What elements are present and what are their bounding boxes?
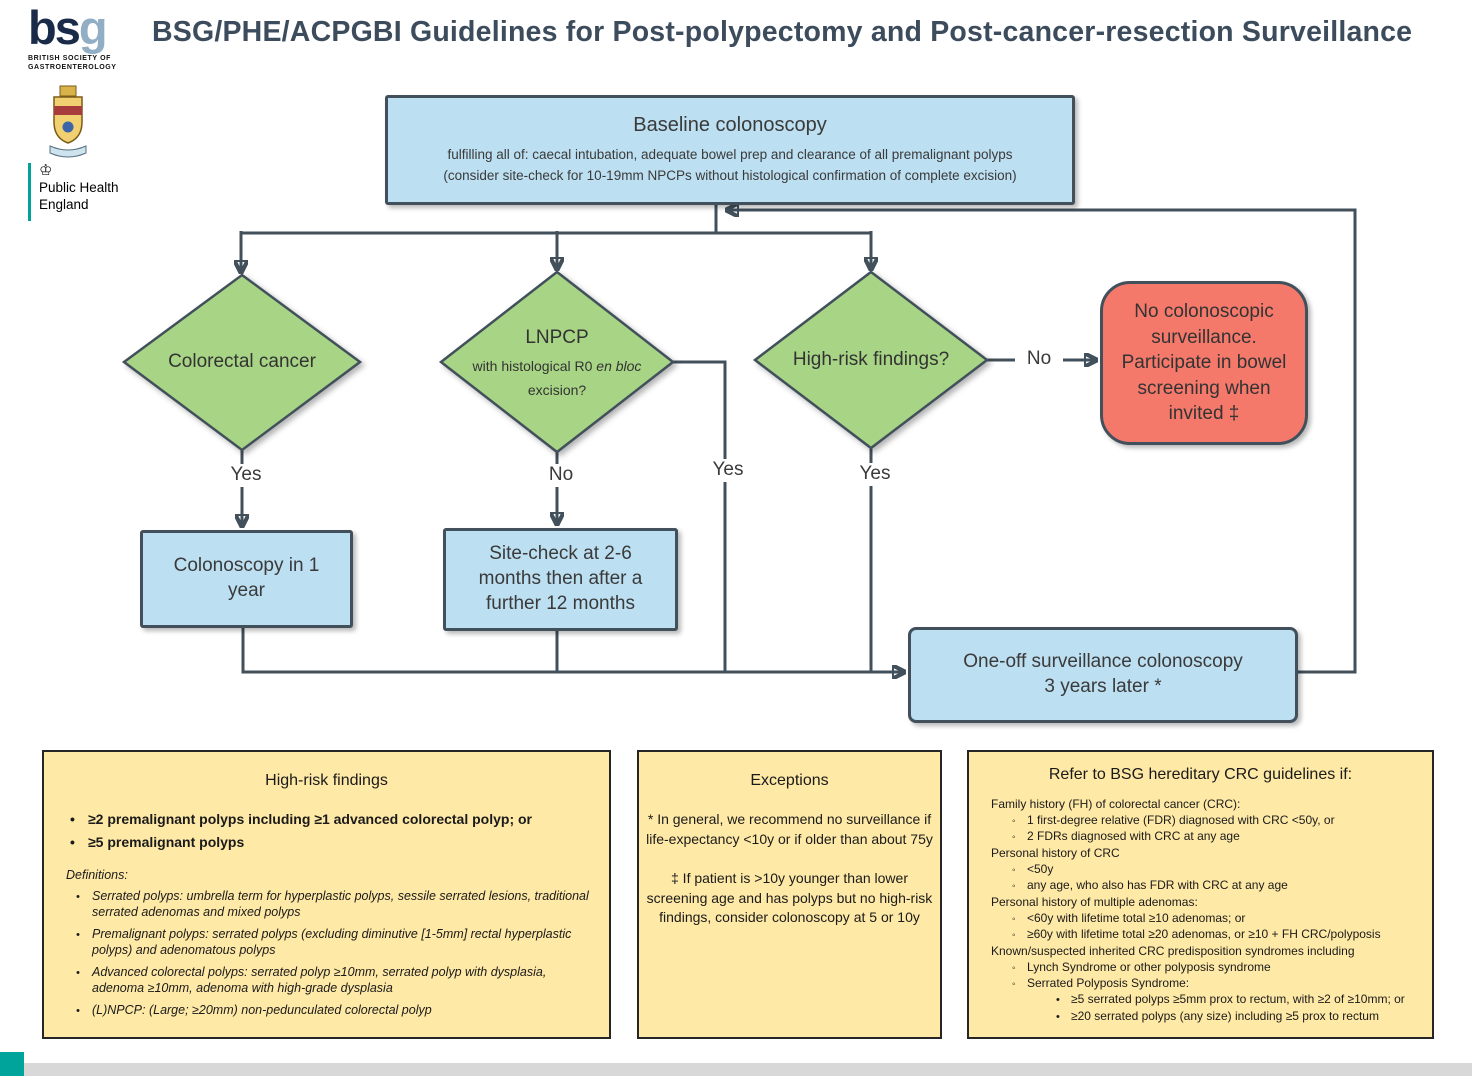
lnpcp-text: LNPCP <box>525 326 589 348</box>
edge-label-colorectal-yes: Yes <box>221 464 271 487</box>
hereditary-line: ◦ ≥60y with lifetime total ≥20 adenomas, or ≥10 + FH CRC/polyposis <box>969 926 1426 942</box>
edge-label-lnpcp-yes: Yes <box>703 459 753 482</box>
hereditary-line: ◦ Serrated Polyposis Syndrome: <box>969 975 1426 991</box>
definition-item: • Premalignant polyps: serrated polyps (excluding diminutive [1-5mm] rectal hyperplastic polyps) and adenomatous polyps <box>44 926 595 959</box>
hereditary-line: Personal history of CRC <box>991 845 1120 860</box>
site-check-box <box>443 528 678 631</box>
baseline-subtext-2: (consider site-check for 10-19mm NPCPs without histological confirmation of complete excision) <box>443 167 1017 183</box>
colorectal-cancer-text: Colorectal cancer <box>168 351 316 372</box>
definitions-label: Definitions: <box>66 867 128 882</box>
bsg-caption-line2: GASTROENTEROLOGY <box>28 64 117 72</box>
exceptions-para-1: * In general, we recommend no surveillance if life-expectancy <10y or if older than about 75y <box>646 811 933 847</box>
hereditary-line: • ≥20 serrated polyps (any size) including ≥5 prox to rectum <box>969 1008 1426 1025</box>
baseline-title: Baseline colonoscopy <box>633 114 827 137</box>
edge-label-highrisk-no: No <box>1015 348 1063 371</box>
lnpcp-subtext <box>473 358 642 374</box>
no-surveillance-box <box>1100 281 1308 445</box>
lnpcp-excision-text: excision? <box>527 381 587 398</box>
colonoscopy-1yr-box <box>140 530 353 628</box>
one-off-text-line1: One-off surveillance colonoscopy <box>963 651 1243 673</box>
connector-lnpcp-yes <box>673 362 725 673</box>
exceptions-para-2: ‡ If patient is >10y younger than lower screening age and has polyps but no high-risk findings, consider colonoscopy at 5 or 10y <box>646 870 933 926</box>
hereditary-line: ◦ 2 FDRs diagnosed with CRC at any age <box>969 828 1426 844</box>
crown-icon: ♔ <box>39 162 53 179</box>
edge-label-lnpcp-no: No <box>536 464 586 487</box>
colonoscopy-1yr-text: Colonoscopy in 1 year <box>173 555 320 601</box>
exceptions-panel <box>637 750 942 1039</box>
hereditary-crc-panel <box>967 750 1434 1039</box>
hereditary-line: ◦ 1 first-degree relative (FDR) diagnosed with CRC <50y, or <box>969 812 1426 828</box>
hereditary-panel-title: Refer to BSG hereditary CRC guidelines if: <box>1048 766 1353 783</box>
phe-name-line2: England <box>39 196 89 212</box>
definition-item: • (L)NPCP: (Large; ≥20mm) non-pedunculated colorectal polyp <box>44 1002 595 1019</box>
decision-highrisk-label <box>761 328 981 392</box>
high-risk-panel-title: High-risk findings <box>265 772 388 789</box>
corner-accent <box>0 1052 24 1076</box>
one-off-surveillance-box <box>908 627 1298 723</box>
definition-item: • Advanced colorectal polyps: serrated polyp ≥10mm, serrated polyp with dysplasia, adenoma ≥10mm, adenoma with high-grade dysplasia <box>44 964 595 997</box>
one-off-text-line2: 3 years later * <box>1044 676 1162 697</box>
no-surveillance-text: No colonoscopic surveillance. Participate in bowel screening when invited ‡ <box>1121 300 1287 425</box>
lnpcp-subtext-plain: with histological R0 <box>472 357 597 374</box>
baseline-subtext-1: fulfilling all of: caecal intubation, adequate bowel prep and clearance of all premalignant polyps <box>447 147 1013 163</box>
bsg-logo-text-light: g <box>78 1 106 54</box>
baseline-colonoscopy-box <box>385 95 1075 205</box>
edge-label-highrisk-yes: Yes <box>850 463 900 486</box>
hereditary-line: Family history (FH) of colorectal cancer (CRC): <box>991 797 1241 811</box>
high-risk-bullet: • ≥2 premalignant polyps including ≥1 advanced colorectal polyp; or <box>44 810 593 829</box>
hereditary-line: Personal history of multiple adenomas: <box>991 894 1198 909</box>
hereditary-line: Known/suspected inherited CRC predisposition syndromes including <box>991 943 1355 958</box>
site-check-text: Site-check at 2-6 months then after a further 12 months <box>478 543 643 614</box>
exceptions-panel-title: Exceptions <box>750 772 829 789</box>
hereditary-line: ◦ any age, who also has FDR with CRC at any age <box>969 877 1426 893</box>
hereditary-line: ◦ <50y <box>969 861 1426 877</box>
bsg-logo-text-dark: bs <box>28 1 79 54</box>
high-risk-findings-panel <box>42 750 611 1039</box>
page-title: BSG/PHE/ACPGBI Guidelines for Post-polypectomy and Post-cancer-resection Surveillance <box>152 16 1413 48</box>
highrisk-findings-text: High-risk findings? <box>792 349 950 370</box>
hereditary-line: • ≥5 serrated polyps ≥5mm prox to rectum, with ≥2 of ≥10mm; or <box>969 991 1426 1008</box>
definition-item: • Serrated polyps: umbrella term for hyperplastic polyps, sessile serrated lesions, traditional serrated adenomas and mixed polyps <box>44 888 595 921</box>
hereditary-line: ◦ <60y with lifetime total ≥10 adenomas; or <box>969 910 1426 926</box>
bottom-edge-strip <box>24 1063 1472 1076</box>
lnpcp-subtext-italic: en bloc <box>596 357 642 374</box>
bsg-caption-line1: BRITISH SOCIETY OF <box>28 55 112 62</box>
hereditary-line: ◦ Lynch Syndrome or other polyposis syndrome <box>969 959 1426 975</box>
high-risk-bullet: • ≥5 premalignant polyps <box>44 833 593 852</box>
decision-colorectal-cancer-label <box>132 330 352 394</box>
decision-lnpcp-label <box>447 312 667 412</box>
phe-name-line1: Public Health <box>39 180 119 195</box>
